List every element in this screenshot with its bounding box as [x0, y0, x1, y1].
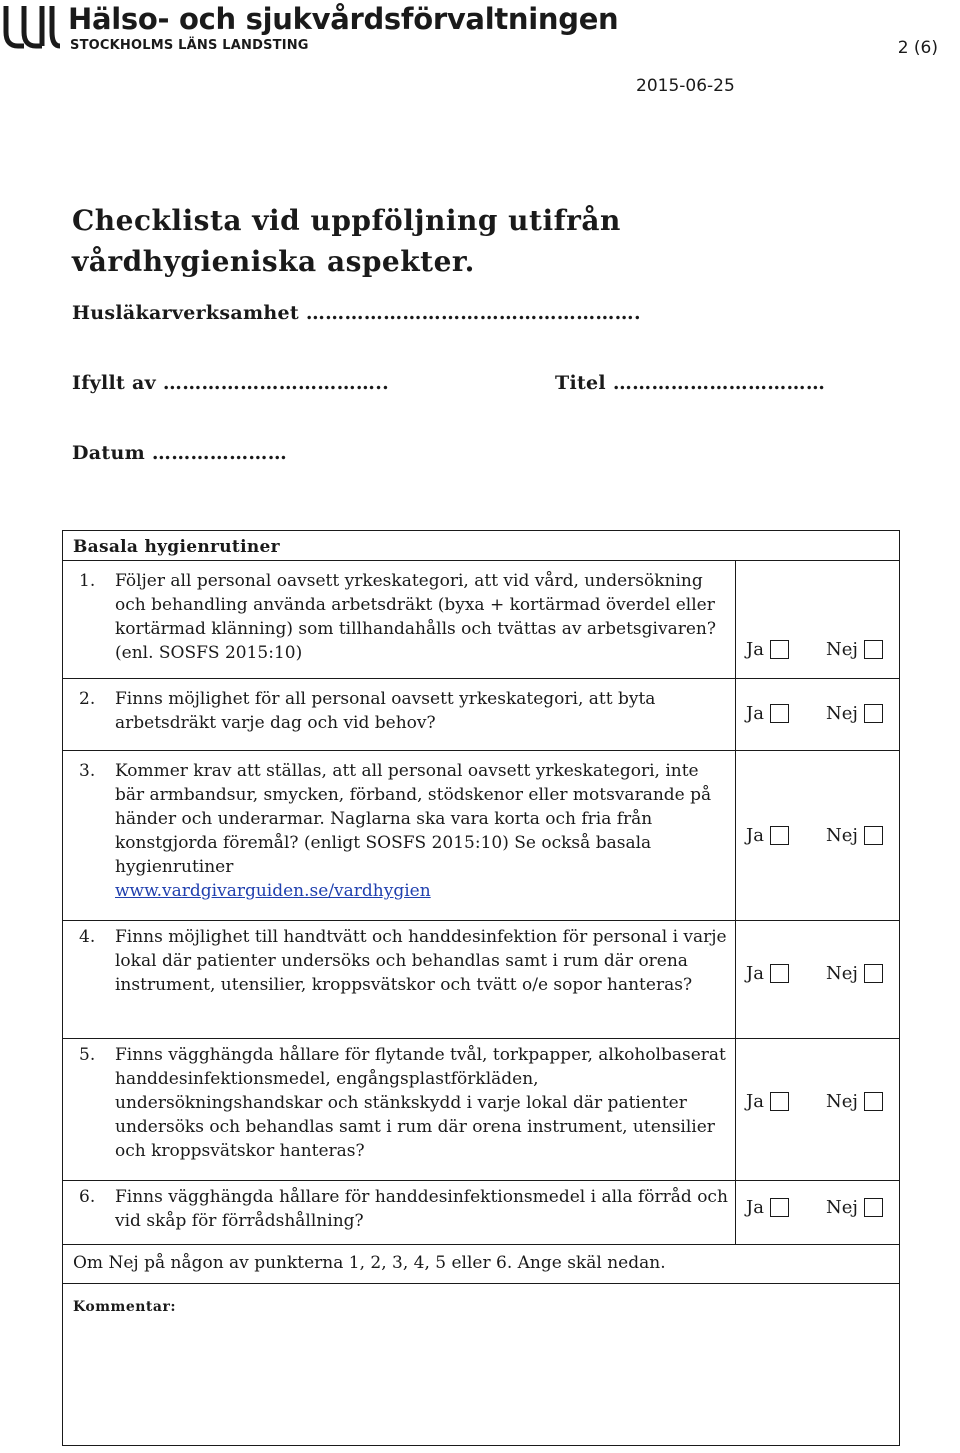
footer-note: Om Nej på någon av punkterna 1, 2, 3, 4, 5 eller 6. Ange skäl nedan.	[73, 1253, 666, 1273]
yes-option[interactable]: Ja	[746, 639, 789, 660]
no-option[interactable]: Nej	[826, 1091, 883, 1112]
checklist-row	[63, 750, 899, 921]
question-text: Kommer krav att ställas, att all personal oavsett yrkeskategori, inte bär armbandsur, smycken, förband, stödskenor eller motsvarande på händer och underarmar. Naglarna ska vara korta och fria från konstgjorda föremål? (enligt SOSFS 2015:10) Se också basala hygienrutiner	[115, 761, 712, 877]
yes-option[interactable]: Ja	[746, 1197, 789, 1218]
yes-checkbox[interactable]	[770, 826, 789, 845]
role-title-field[interactable]: Titel ……………………………	[555, 372, 826, 394]
practice-field[interactable]: Husläkarverksamhet …………………………………………….	[72, 302, 641, 324]
yes-option[interactable]: Ja	[746, 963, 789, 984]
yes-option[interactable]: Ja	[746, 1091, 789, 1112]
divider	[63, 1283, 899, 1284]
yes-checkbox[interactable]	[770, 704, 789, 723]
checklist-table	[62, 530, 900, 1446]
checklist-row	[63, 920, 899, 1039]
question-text: Finns vägghängda hållare för flytande tvål, torkpapper, alkoholbaserat handdesinfektionsmedel, engångsplastförkläden, undersökningshandskar och stänkskydd i varje lokal där patienter undersöks och behandlas samt i rum där orena instrument, utensilier och kroppsvätskor hanteras?	[115, 1045, 726, 1161]
vardhygien-link[interactable]: www.vardgivarguiden.se/vardhygien	[115, 881, 431, 901]
yes-checkbox[interactable]	[770, 1198, 789, 1217]
question-text: Finns möjlighet till handtvätt och handdesinfektion för personal i varje lokal där patienter undersöks och behandlas samt i rum där orena instrument, utensilier, kroppsvätskor och tvätt o/e sopor hanteras?	[115, 927, 727, 995]
answer-cell	[735, 1039, 899, 1181]
no-checkbox[interactable]	[864, 704, 883, 723]
question-number: 1.	[79, 571, 96, 591]
org-name: Hälso- och sjukvårdsförvaltningen	[68, 2, 619, 36]
checklist-row	[63, 1038, 899, 1181]
checklist-row	[63, 678, 899, 751]
yes-option[interactable]: Ja	[746, 825, 789, 846]
divider	[63, 1244, 899, 1245]
filled-by-field[interactable]: Ifyllt av ……………………………..	[72, 372, 390, 394]
yes-option[interactable]: Ja	[746, 703, 789, 724]
answer-cell	[735, 921, 899, 1039]
header-logo	[0, 0, 619, 60]
answer-cell	[735, 1181, 899, 1245]
yes-checkbox[interactable]	[770, 1092, 789, 1111]
question-number: 5.	[79, 1045, 96, 1065]
sll-logo-mark-icon	[2, 2, 62, 52]
date-field[interactable]: Datum …………………	[72, 442, 287, 464]
no-option[interactable]: Nej	[826, 639, 883, 660]
answer-cell	[735, 679, 899, 751]
no-checkbox[interactable]	[864, 964, 883, 983]
question-number: 2.	[79, 689, 96, 709]
no-option[interactable]: Nej	[826, 703, 883, 724]
no-checkbox[interactable]	[864, 1198, 883, 1217]
question-number: 6.	[79, 1187, 96, 1207]
no-checkbox[interactable]	[864, 826, 883, 845]
no-option[interactable]: Nej	[826, 1197, 883, 1218]
comment-label[interactable]: Kommentar:	[73, 1299, 176, 1315]
question-number: 4.	[79, 927, 96, 947]
no-checkbox[interactable]	[864, 640, 883, 659]
question-text: Finns vägghängda hållare för handdesinfektionsmedel i alla förråd och vid skåp för förrådshållning?	[115, 1187, 728, 1231]
yes-checkbox[interactable]	[770, 964, 789, 983]
question-text: Följer all personal oavsett yrkeskategori, att vid vård, undersökning och behandling använda arbetsdräkt (byxa + kortärmad överdel eller kortärmad klänning) som tillhandahålls och tvättas av arbetsgivaren? (enl. SOSFS 2015:10)	[115, 571, 716, 663]
yes-checkbox[interactable]	[770, 640, 789, 659]
checklist-row	[63, 1180, 899, 1245]
section-title: Basala hygienrutiner	[73, 537, 280, 557]
no-option[interactable]: Nej	[826, 963, 883, 984]
question-number: 3.	[79, 761, 96, 781]
page-number: 2 (6)	[897, 38, 938, 58]
document-date: 2015-06-25	[636, 76, 735, 96]
no-checkbox[interactable]	[864, 1092, 883, 1111]
org-subtitle: STOCKHOLMS LÄNS LANDSTING	[70, 38, 309, 53]
no-option[interactable]: Nej	[826, 825, 883, 846]
document-title: Checklista vid uppföljning utifrån vårdhygieniska aspekter.	[72, 204, 621, 278]
answer-cell	[735, 751, 899, 921]
question-text: Finns möjlighet för all personal oavsett yrkeskategori, att byta arbetsdräkt varje dag och vid behov?	[115, 689, 656, 733]
